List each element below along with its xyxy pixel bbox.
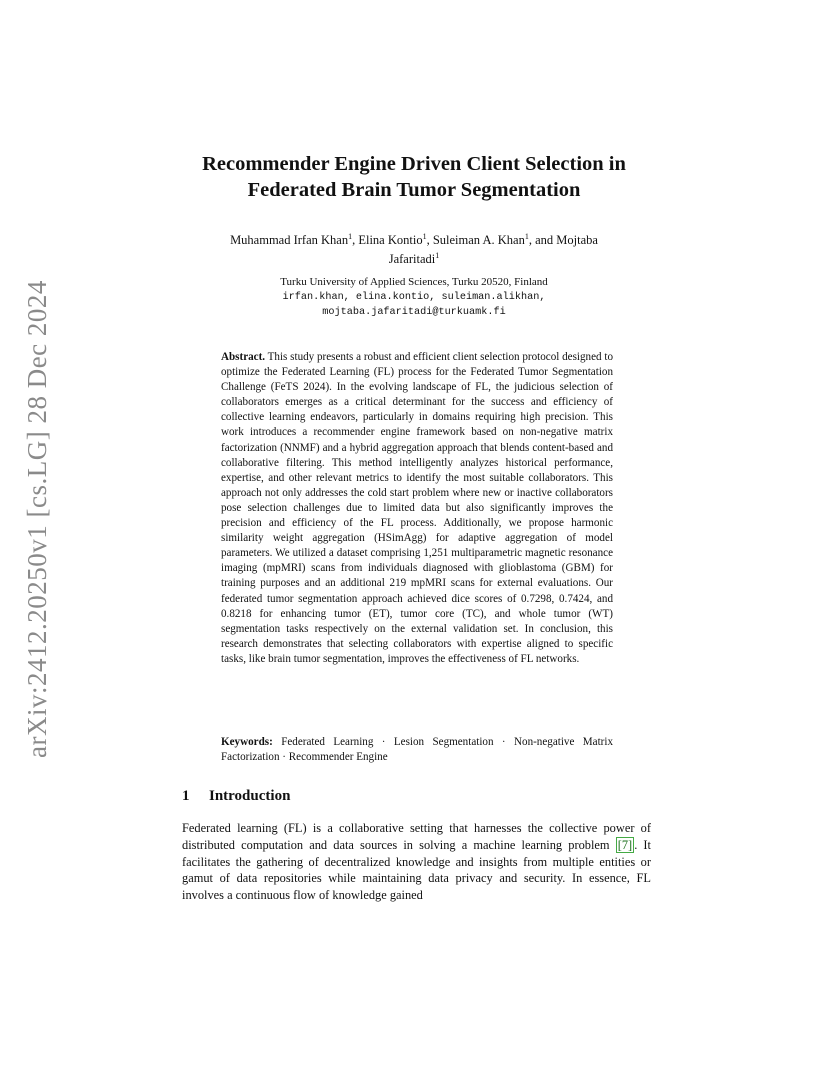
abstract-label: Abstract. xyxy=(221,351,266,363)
author-list: Muhammad Irfan Khan$^1$, Elina Kontio$^1$, Suleiman A. Khan$^1$, and Mojtaba Jafaritadi$^1$ xyxy=(230,232,598,267)
author-name: Muhammad Irfan Khan xyxy=(230,233,349,248)
title-line-1: Recommender Engine Driven Client Selection in xyxy=(202,153,626,175)
institution: Turku University of Applied Sciences, Turku 20520, Finland xyxy=(280,276,548,288)
author-name: Jafaritadi xyxy=(388,252,436,267)
affiliation-marker: 1 xyxy=(422,232,427,241)
introduction-paragraph xyxy=(182,820,651,904)
intro-text-part-2: . It facilitates the gathering of decentralized knowledge and insights from multiple entities or gamut of data repositories while maintaining data privacy and security. In essence, FL involves a continuous flow of knowledge gained xyxy=(182,837,651,903)
author-name: Suleiman A. Khan xyxy=(432,233,525,248)
affiliation-block xyxy=(178,275,650,320)
abstract xyxy=(221,350,613,667)
keywords xyxy=(221,735,613,765)
section-title: Introduction xyxy=(209,788,291,804)
author-emails-line-1: irfan.khan, elina.kontio, suleiman.alikhan, xyxy=(282,292,546,303)
arxiv-identifier: arXiv:2412.20250v1 [cs.LG] 28 Dec 2024 xyxy=(22,280,52,758)
author-conjunction: and Mojtaba xyxy=(535,233,598,248)
affiliation-marker: 1 xyxy=(348,232,353,241)
title-line-2: Federated Brain Tumor Segmentation xyxy=(247,179,581,201)
section-heading xyxy=(182,788,290,805)
author-name: Elina Kontio xyxy=(358,233,423,248)
keywords-text: Federated Learning · Lesion Segmentation · Non-negative Matrix Factorization · Recommender Engine xyxy=(221,736,613,764)
author-emails-line-2: mojtaba.jafaritadi@turkuamk.fi xyxy=(322,307,506,318)
affiliation-marker: 1 xyxy=(435,251,440,261)
intro-text-part-1: Federated learning (FL) is a collaborative setting that harnesses the collective power of distributed computation and data sources in solving a machine learning problem xyxy=(182,821,651,852)
paper-title xyxy=(140,151,688,203)
abstract-text: This study presents a robust and efficient client selection protocol designed to optimize the Federated Learning (FL) process for the Federated Tumor Segmentation Challenge (FeTS 2024). In the evolving landscape of FL, the judicious selection of collaborators emerges as a critical determinant for the success and efficiency of collective learning endeavors, particularly in domains requiring high precision. This work introduces a recommender engine framework based on non-negative matrix factorization (NNMF) and a hybrid aggregation approach that blends content-based and collaborative filtering. This method intelligently analyzes historical performance, expertise, and other relevant metrics to identify the most suitable collaborators. This approach not only addresses the cold start problem where new or inactive collaborators pose selection challenges due to limited data but also significantly improves the precision and efficiency of the FL process. Additionally, we propose harmonic similarity weight aggregation (HSimAgg) for adaptive aggregation of model parameters. We utilized a dataset comprising 1,251 multiparametric magnetic resonance imaging (mpMRI) scans from individuals diagnosed with glioblastoma (GBM) for training purposes and an additional 219 mpMRI scans for external evaluations. Our federated tumor segmentation approach achieved dice scores of 0.7298, 0.7424, and 0.8218 for enhancing tumor (ET), tumor core (TC), and whole tumor (WT) segmentation tasks respectively on the external validation set. In conclusion, this research demonstrates that selecting collaborators with expertise aligned to specific tasks, like brain tumor segmentation, improves the effectiveness of FL networks. xyxy=(221,351,613,665)
affiliation-marker: 1 xyxy=(524,232,529,241)
section-number: 1 xyxy=(182,788,190,804)
citation-link[interactable]: [7] xyxy=(617,837,633,852)
keywords-label: Keywords: xyxy=(221,736,273,748)
